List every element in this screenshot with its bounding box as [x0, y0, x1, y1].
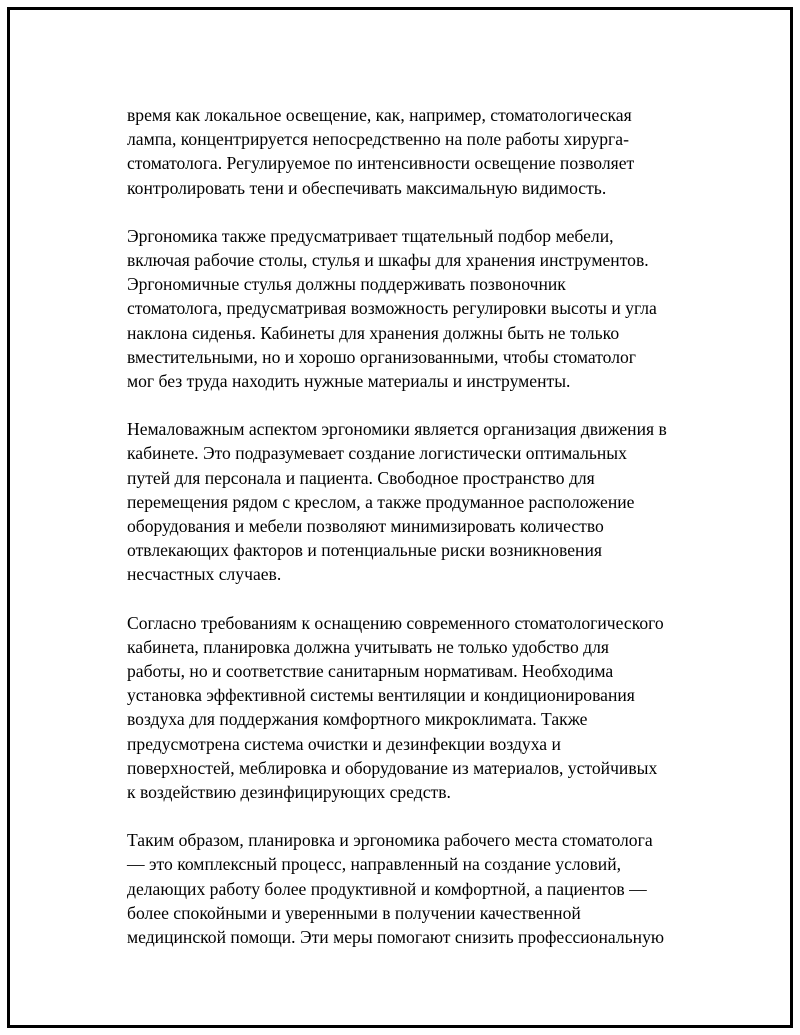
text-line: лампа, концентрируется непосредственно на поле работы хирурга- [127, 129, 629, 150]
text-line: более спокойными и уверенными в получении качественной [127, 902, 581, 923]
text-line: включая рабочие столы, стулья и шкафы для хранения инструментов. [127, 250, 649, 271]
text-line: установка эффективной системы вентиляции и кондиционирования [127, 685, 635, 706]
text-line: Эргономичные стулья должны поддерживать позвоночник [127, 274, 566, 295]
paragraph-lighting [127, 103, 707, 200]
paragraph-sanitary [127, 611, 707, 805]
text-line: время как локальное освещение, как, например, стоматологическая [127, 105, 632, 125]
text-line: перемещения рядом с креслом, а также продуманное расположение [127, 491, 635, 512]
text-line: путей для персонала и пациента. Свободное пространство для [127, 467, 595, 488]
paragraph-movement [127, 417, 707, 586]
text-line: делающих работу более продуктивной и комфортной, а пациентов — [127, 878, 647, 899]
text-line: наклона сиденья. Кабинеты для хранения должны быть не только [127, 322, 620, 343]
document-body [127, 103, 707, 973]
text-line: отвлекающих факторов и потенциальные риски возникновения [127, 540, 602, 561]
text-line: кабинета, планировка должна учитывать не только удобство для [127, 636, 609, 657]
text-line: к воздействию дезинфицирующих средств. [127, 782, 451, 803]
page-frame [7, 7, 793, 1028]
text-line: вместительными, но и хорошо организованными, чтобы стоматолог [127, 346, 637, 367]
text-line: — это комплексный процесс, направленный на создание условий, [127, 854, 622, 875]
text-line: поверхностей, меблировка и оборудование из материалов, устойчивых [127, 757, 658, 778]
text-line: медицинской помощи. Эти меры помогают снизить профессиональную [127, 927, 665, 948]
text-line: Эргономика также предусматривает тщательный подбор мебели, [127, 225, 614, 246]
paragraph-furniture [127, 224, 707, 393]
text-line: Немаловажным аспектом эргономики является организация движения в [127, 419, 667, 440]
text-line: стоматолога. Регулируемое по интенсивности освещение позволяет [127, 153, 635, 174]
text-line: воздуха для поддержания комфортного микроклимата. Также [127, 709, 588, 730]
text-line: кабинете. Это подразумевает создание логистически оптимальных [127, 443, 627, 464]
text-line: оборудования и мебели позволяют минимизировать количество [127, 516, 604, 537]
text-line: предусмотрена система очистки и дезинфекции воздуха и [127, 733, 561, 754]
paragraph-conclusion [127, 828, 707, 949]
text-line: Таким образом, планировка и эргономика рабочего места стоматолога [127, 830, 653, 851]
text-line: работы, но и соответствие санитарным нормативам. Необходима [127, 661, 614, 682]
text-line: мог без труда находить нужные материалы и инструменты. [127, 371, 571, 392]
text-line: несчастных случаев. [127, 564, 282, 585]
text-line: Согласно требованиям к оснащению современного стоматологического [127, 612, 664, 633]
text-line: контролировать тени и обеспечивать максимальную видимость. [127, 177, 607, 198]
text-line: стоматолога, предусматривая возможность регулировки высоты и угла [127, 298, 657, 319]
